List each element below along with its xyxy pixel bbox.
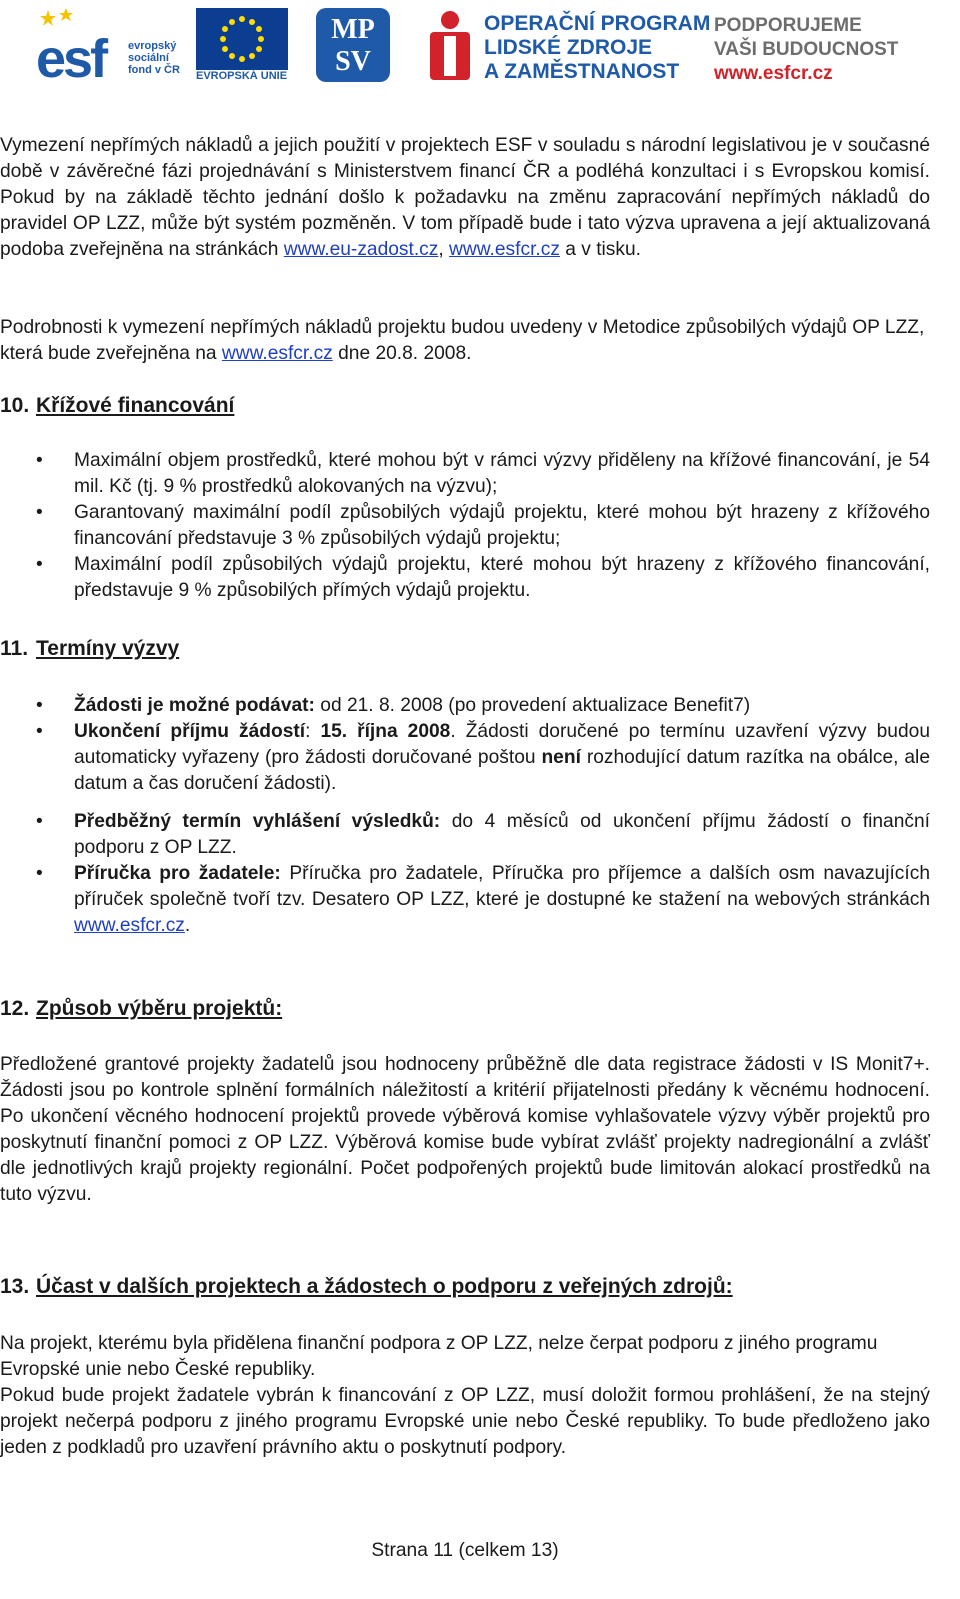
details-text: Podrobnosti k vymezení nepřímých nákladů projektu budou uvedeny v Metodice způsobilých výdajů OP LZZ, která bude zveřejněna na [0, 317, 925, 364]
section-13-paragraph-2: Pokud bude projekt žadatele vybrán k financování z OP LZZ, musí doložit formou prohlášení, že na stejný projekt nečerpá podporu z jiného programu Evropské unie nebo České republiky. To bude předloženo jako jeden z podkladů pro uzavření právního aktu o poskytnutí podpory. [0, 1385, 930, 1458]
list-item [0, 809, 930, 861]
section-13-heading [0, 1275, 733, 1299]
list-item [0, 719, 930, 797]
section-12-paragraph: Předložené grantové projekty žadatelů jsou hodnoceny průběžně dle data registrace žádosti v IS Monit7+. Žádosti jsou po kontrole splnění formálních náležitostí a kritérií přijatelnosti předány k věcnému hodnocení. Po ukončení věcného hodnocení projektů provede výběrová komise vyhlašovatele výzvy výběr projektů pro poskytnutí finanční pomoci z OP LZZ. Výběrová komise bude vybírat zvlášť projekty nadregionální a zvlášť dle jednotlivých krajů projekty regionální. Počet podpořených projektů bude limitován alokací prostředků na tuto výzvu. [0, 1054, 930, 1205]
section-10-list [0, 448, 930, 604]
list-item [0, 448, 930, 500]
support-slogan-logo [714, 6, 904, 86]
list-item-emphasis: není [541, 747, 581, 768]
esfcr-link[interactable]: www.esfcr.cz [449, 239, 560, 260]
section-11-list [0, 693, 930, 939]
support-line: PODPORUJEME [714, 15, 862, 36]
mpsv-logo [316, 6, 391, 86]
section-13-paragraph-1: Na projekt, kterému byla přidělena finanční podpora z OP LZZ, nelze čerpat podporu z jiného programu Evropské unie nebo České republiky. [0, 1333, 878, 1380]
list-item-text: Maximální podíl způsobilých výdajů projektu, které mohou být hrazeny z křížového financování, představuje 9 % způsobilých přímých výdajů projektu. [74, 554, 930, 601]
details-paragraph [0, 315, 930, 367]
list-item-label: Předběžný termín vyhlášení výsledků: [74, 811, 441, 832]
op-lzz-line: A ZAMĚSTNANOST [484, 60, 680, 83]
link-separator: , [438, 239, 450, 260]
section-12-heading [0, 997, 282, 1021]
esfcr-link[interactable]: www.esfcr.cz [74, 915, 185, 936]
section-10-heading [0, 394, 234, 418]
section-title: Účast v dalších projektech a žádostech o podporu z veřejných zdrojů: [36, 1275, 733, 1298]
esf-subtitle-line: evropský [128, 40, 177, 52]
section-number: 12. [0, 997, 30, 1020]
bullet-icon: • [36, 721, 43, 742]
list-item [0, 552, 930, 604]
support-slogan-text [714, 14, 898, 86]
list-item-text: Garantovaný maximální podíl způsobilých výdajů projektu, které mohou být hrazeny z křížového financování představuje 3 % způsobilých výdajů projektu; [74, 502, 930, 549]
mpsv-box [316, 8, 390, 82]
eu-zadost-link[interactable]: www.eu-zadost.cz [283, 239, 439, 260]
bullet-icon: • [36, 695, 43, 716]
esfcr-link[interactable]: www.esfcr.cz [221, 343, 333, 364]
list-item-label: Příručka pro žadatele: [74, 863, 281, 884]
list-item-text: Maximální objem prostředků, které mohou být v rámci výzvy přiděleny na křížové financování, je 54 mil. Kč (tj. 9 % prostředků alokovaných na výzvu); [74, 450, 930, 497]
section-title: Křížové financování [36, 394, 235, 417]
bullet-icon: • [36, 450, 43, 471]
section-number: 10. [0, 394, 30, 417]
op-lzz-logo [424, 6, 714, 86]
bullet-icon: • [36, 554, 43, 575]
section-title: Způsob výběru projektů: [36, 997, 283, 1020]
list-item-text: rozhodující datum razítka na obálce, ale datum a čas doručení žádosti). [74, 747, 930, 794]
section-number: 11. [0, 637, 29, 660]
esf-subtitle-line: fond v ČR [128, 64, 180, 76]
header-logo-bar [36, 6, 899, 89]
op-lzz-line: OPERAČNÍ PROGRAM [484, 12, 711, 35]
list-item-label: Žádosti je možné podávat: [74, 695, 315, 716]
list-item [0, 861, 930, 939]
esf-subtitle-line: sociální [128, 52, 169, 64]
mpsv-bottom: SV [335, 46, 371, 77]
details-tail: dne 20.8. 2008. [332, 343, 472, 364]
deadline-date: 15. října 2008 [320, 721, 451, 742]
support-www: www.esfcr.cz [714, 63, 833, 84]
list-item-label: Ukončení příjmu žádostí [74, 721, 306, 742]
esf-letters: esf [36, 29, 106, 89]
op-lzz-text [484, 12, 710, 84]
eu-flag-icon [196, 8, 288, 70]
page-footer: Strana 11 (celkem 13) [371, 1540, 559, 1561]
esf-logo [36, 6, 191, 89]
list-item-text: do 4 měsíců od ukončení příjmu žádostí o finanční podporu z OP LZZ. [74, 811, 930, 858]
esf-subtitle [128, 40, 180, 76]
bullet-icon: • [36, 502, 43, 523]
section-title: Termíny výzvy [36, 637, 180, 660]
bullet-icon: • [36, 811, 43, 832]
list-item-text: od 21. 8. 2008 (po provedení aktualizace Benefit7) [314, 695, 751, 716]
op-lzz-line: LIDSKÉ ZDROJE [484, 36, 653, 59]
intro-tail: a v tisku. [559, 239, 641, 260]
section-11-heading [0, 637, 179, 661]
person-figure-icon [424, 10, 476, 84]
section-number: 13. [0, 1275, 30, 1298]
list-item-text: . Žádosti doručené po termínu uzavření výzvy budou automaticky vyřazeny (pro žádosti doručované poštou [74, 721, 930, 768]
list-item [0, 693, 930, 719]
list-item-text: Příručka pro žadatele, Příručka pro příjemce a dalších osm navazujících příruček společně tvoří tzv. Desatero OP LZZ, které je dostupné ke stažení na webových stránkách [74, 863, 931, 910]
eu-logo [196, 6, 288, 86]
bullet-icon: • [36, 863, 43, 884]
intro-text: Vymezení nepřímých nákladů a jejich použití v projektech ESF v souladu s národní legislativou je v současné době v závěrečné fázi projednávání s Ministerstvem financí ČR a podléhá konzultaci i s Evropskou komisí. Pokud by na základě těchto jednání došlo k požadavku na změnu zapracování nepřímých nákladů do pravidel OP LZZ, může být systém pozměněn. V tom případě bude i tato výzva upravena a její aktualizovaná podoba zveřejněna na stránkách [0, 135, 930, 260]
mpsv-top: MP [331, 14, 375, 45]
list-item [0, 500, 930, 552]
support-line: VAŠI BUDOUCNOST [714, 39, 899, 60]
list-item-text: . [184, 915, 191, 936]
list-item-colon: : [305, 721, 321, 742]
intro-paragraph [0, 133, 930, 263]
eu-caption: EVROPSKÁ UNIE [196, 70, 288, 82]
